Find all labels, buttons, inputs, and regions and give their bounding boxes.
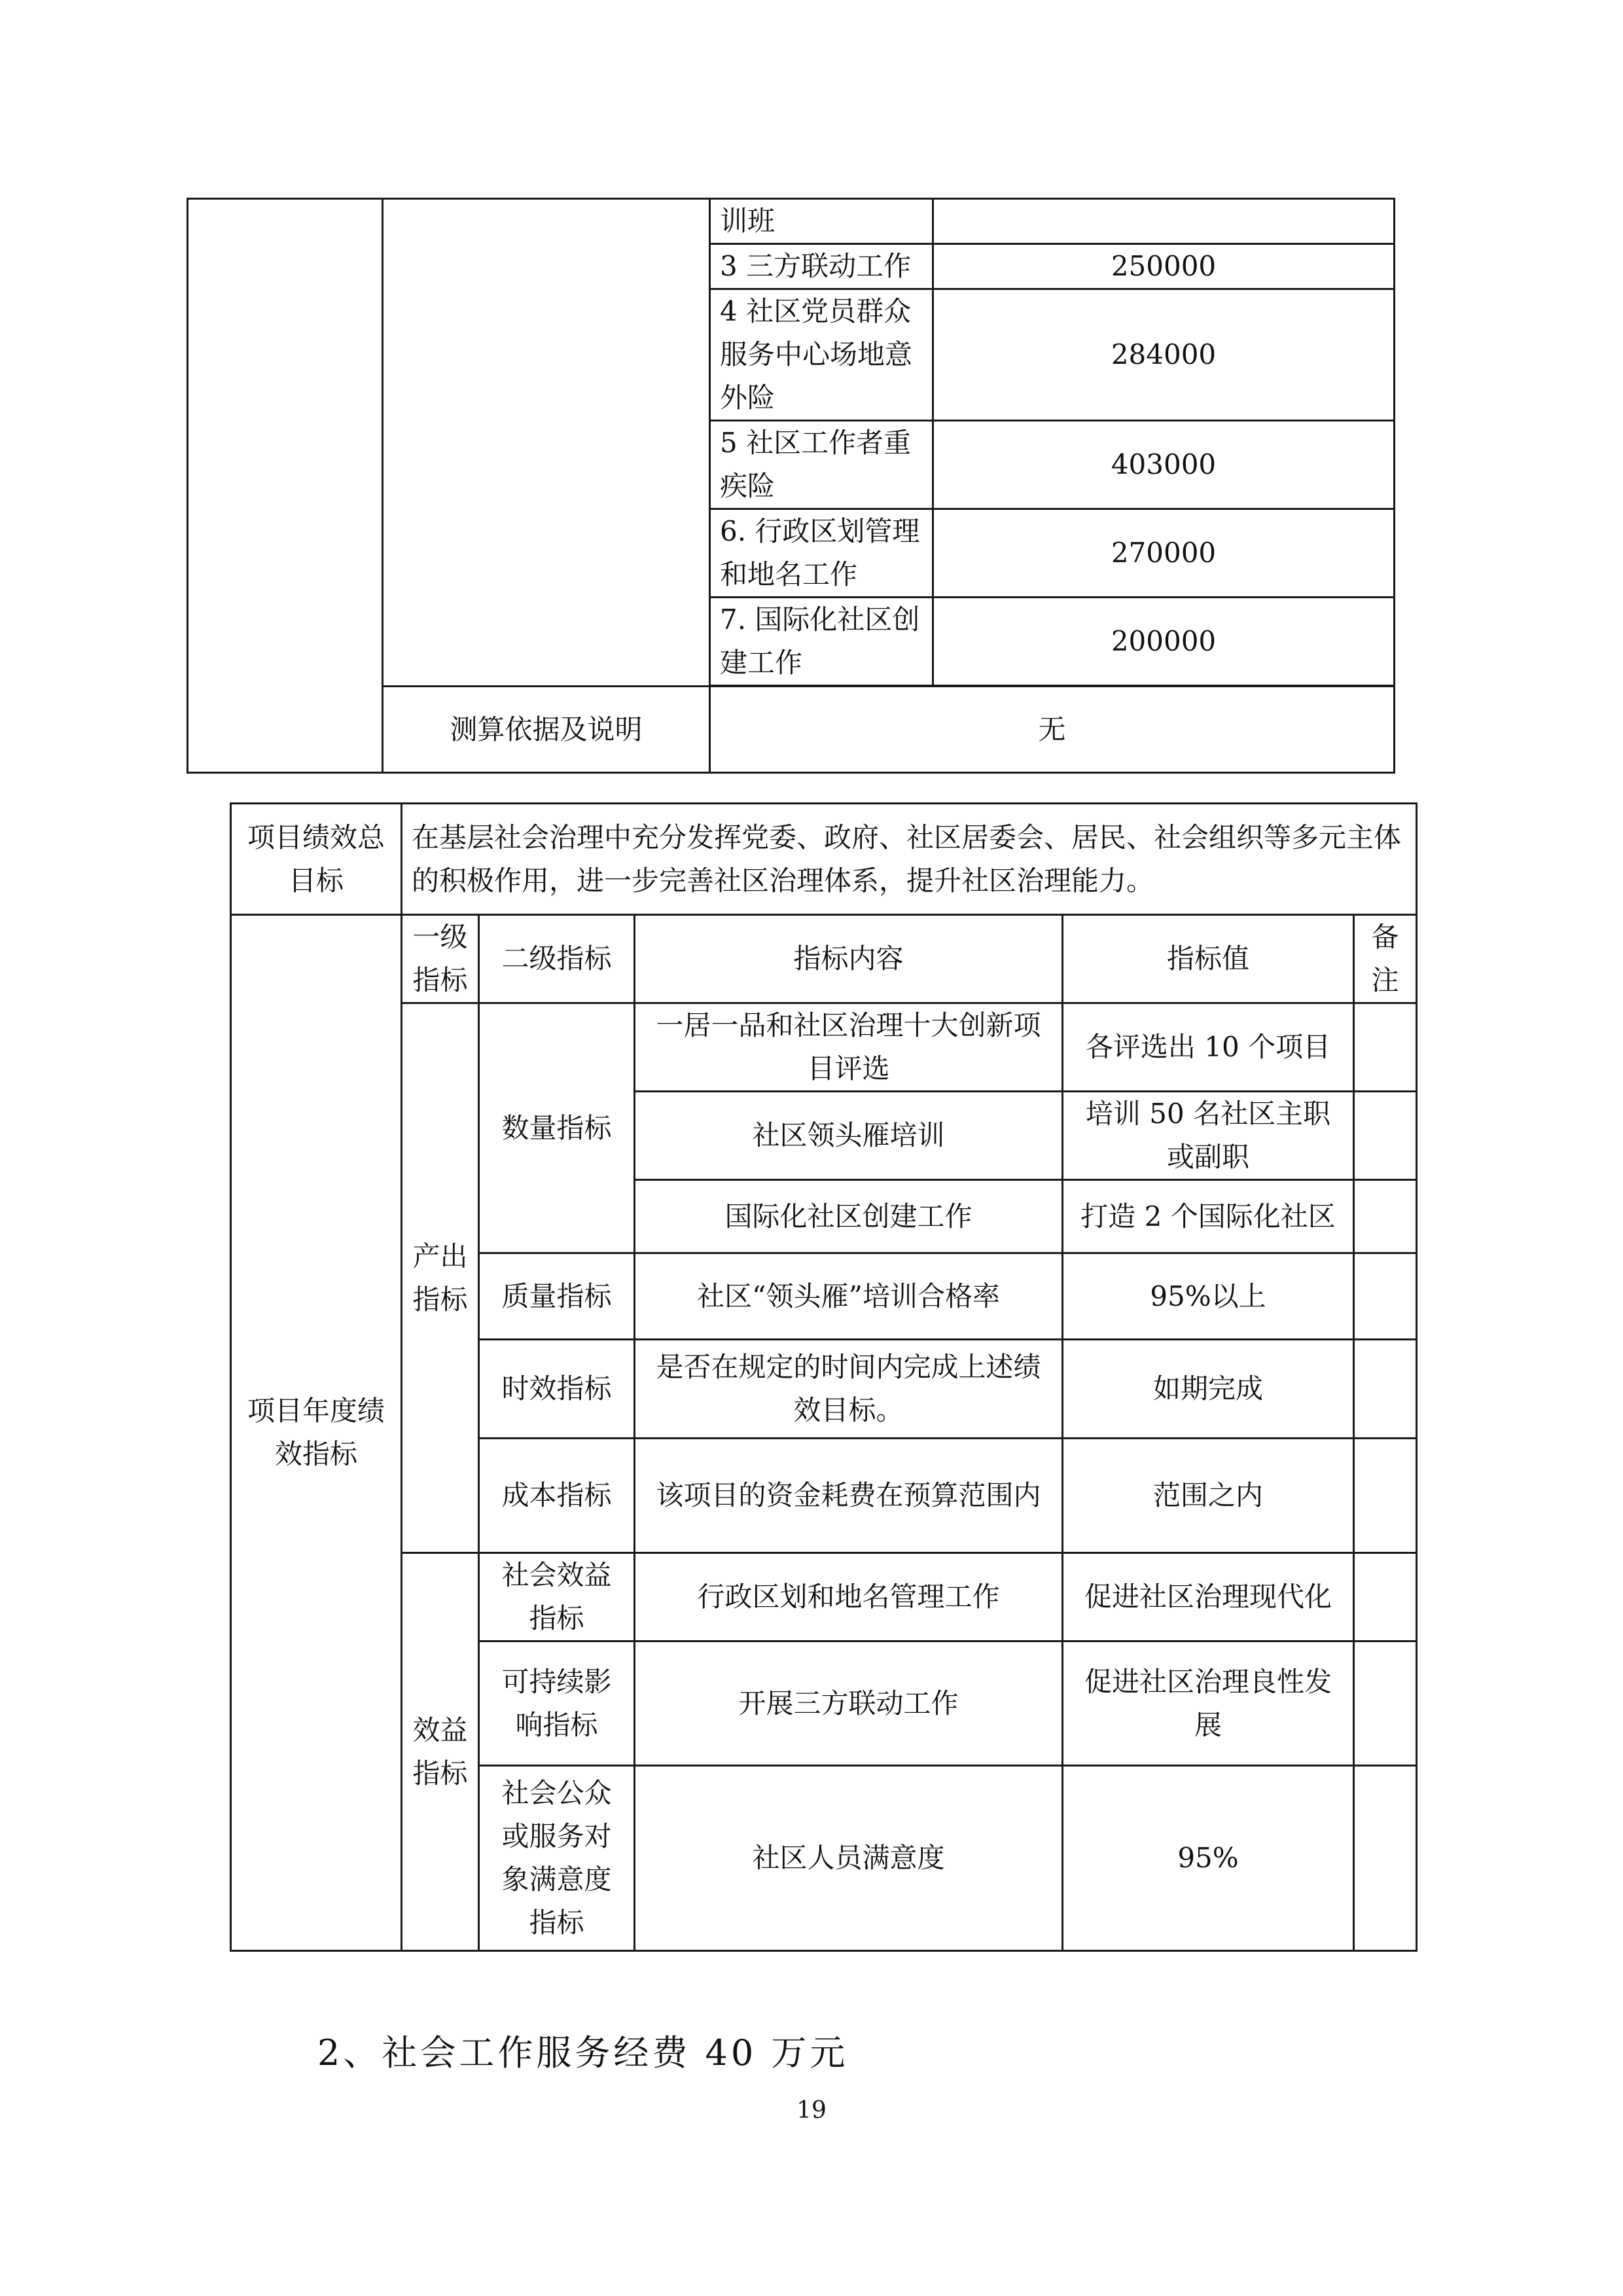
header-level1-cell: 一级指标 (402, 915, 479, 1003)
quantity-indicator-cell: 数量指标 (479, 1003, 635, 1253)
indicator-remark-cell (1354, 1003, 1417, 1092)
quality-indicator-cell: 质量指标 (479, 1253, 635, 1340)
indicator-content-cell: 社区“领头雁”培训合格率 (635, 1253, 1063, 1340)
indicator-content-cell: 行政区划和地名管理工作 (635, 1553, 1063, 1641)
budget-item-cell: 7. 国际化社区创建工作 (710, 598, 933, 686)
cost-indicator-cell: 成本指标 (479, 1439, 635, 1553)
indicator-content-cell: 是否在规定的时间内完成上述绩效目标。 (635, 1340, 1063, 1439)
indicator-content-cell: 开展三方联动工作 (635, 1641, 1063, 1766)
indicator-remark-cell (1354, 1641, 1417, 1766)
indicator-remark-cell (1354, 1253, 1417, 1340)
budget-amount-cell: 250000 (933, 244, 1395, 289)
satisfaction-indicator-cell: 社会公众或服务对象满意度指标 (479, 1766, 635, 1951)
performance-table (230, 802, 1418, 1952)
budget-item-cell: 3 三方联动工作 (710, 244, 933, 289)
indicator-remark-cell (1354, 1766, 1417, 1951)
budget-col1-empty-cell (188, 199, 383, 773)
goal-label-cell: 项目绩效总目标 (231, 804, 402, 915)
header-level2-cell: 二级指标 (479, 915, 635, 1003)
indicator-value-cell: 95% (1063, 1766, 1354, 1951)
budget-amount-cell: 270000 (933, 509, 1395, 598)
basis-label-cell: 测算依据及说明 (383, 687, 710, 773)
page-number: 19 (796, 2097, 827, 2124)
header-remark-cell: 备注 (1354, 915, 1417, 1003)
indicator-remark-cell (1354, 1092, 1417, 1180)
budget-item-cell: 6. 行政区划管理和地名工作 (710, 509, 933, 598)
indicator-value-cell: 培训 50 名社区主职或副职 (1063, 1092, 1354, 1180)
indicator-value-cell: 如期完成 (1063, 1340, 1354, 1439)
budget-amount-cell: 403000 (933, 421, 1395, 509)
budget-item-cell: 4 社区党员群众服务中心场地意外险 (710, 289, 933, 421)
indicator-content-cell: 一居一品和社区治理十大创新项目评选 (635, 1003, 1063, 1092)
indicator-value-cell: 95%以上 (1063, 1253, 1354, 1340)
indicator-content-cell: 该项目的资金耗费在预算范围内 (635, 1439, 1063, 1553)
annual-indicator-label-cell: 项目年度绩效指标 (231, 915, 402, 1951)
benefit-indicator-cell: 效益指标 (402, 1553, 479, 1951)
budget-table (187, 198, 1395, 774)
indicator-content-cell: 社区领头雁培训 (635, 1092, 1063, 1180)
timeliness-indicator-cell: 时效指标 (479, 1340, 635, 1439)
goal-text-cell: 在基层社会治理中充分发挥党委、政府、社区居委会、居民、社会组织等多元主体的积极作用，进一步完善社区治理体系，提升社区治理能力。 (402, 804, 1417, 915)
indicator-content-cell: 社区人员满意度 (635, 1766, 1063, 1951)
indicator-remark-cell (1354, 1553, 1417, 1641)
budget-item-cell: 训班 (710, 199, 933, 244)
indicator-remark-cell (1354, 1340, 1417, 1439)
budget-amount-cell (933, 199, 1395, 244)
indicator-content-cell: 国际化社区创建工作 (635, 1180, 1063, 1253)
basis-value-cell: 无 (710, 687, 1395, 773)
budget-amount-cell: 284000 (933, 289, 1395, 421)
sustainable-impact-indicator-cell: 可持续影响指标 (479, 1641, 635, 1766)
indicator-remark-cell (1354, 1439, 1417, 1553)
budget-amount-cell: 200000 (933, 598, 1395, 686)
indicator-value-cell: 促进社区治理现代化 (1063, 1553, 1354, 1641)
indicator-value-cell: 促进社区治理良性发展 (1063, 1641, 1354, 1766)
header-content-cell: 指标内容 (635, 915, 1063, 1003)
header-value-cell: 指标值 (1063, 915, 1354, 1003)
indicator-value-cell: 打造 2 个国际化社区 (1063, 1180, 1354, 1253)
indicator-value-cell: 各评选出 10 个项目 (1063, 1003, 1354, 1092)
indicator-remark-cell (1354, 1180, 1417, 1253)
section-heading: 2、社会工作服务经费 40 万元 (317, 2032, 849, 2073)
indicator-value-cell: 范围之内 (1063, 1439, 1354, 1553)
budget-col2-empty-cell (383, 199, 710, 687)
social-benefit-indicator-cell: 社会效益指标 (479, 1553, 635, 1641)
output-indicator-cell: 产出指标 (402, 1003, 479, 1553)
budget-item-cell: 5 社区工作者重疾险 (710, 421, 933, 509)
